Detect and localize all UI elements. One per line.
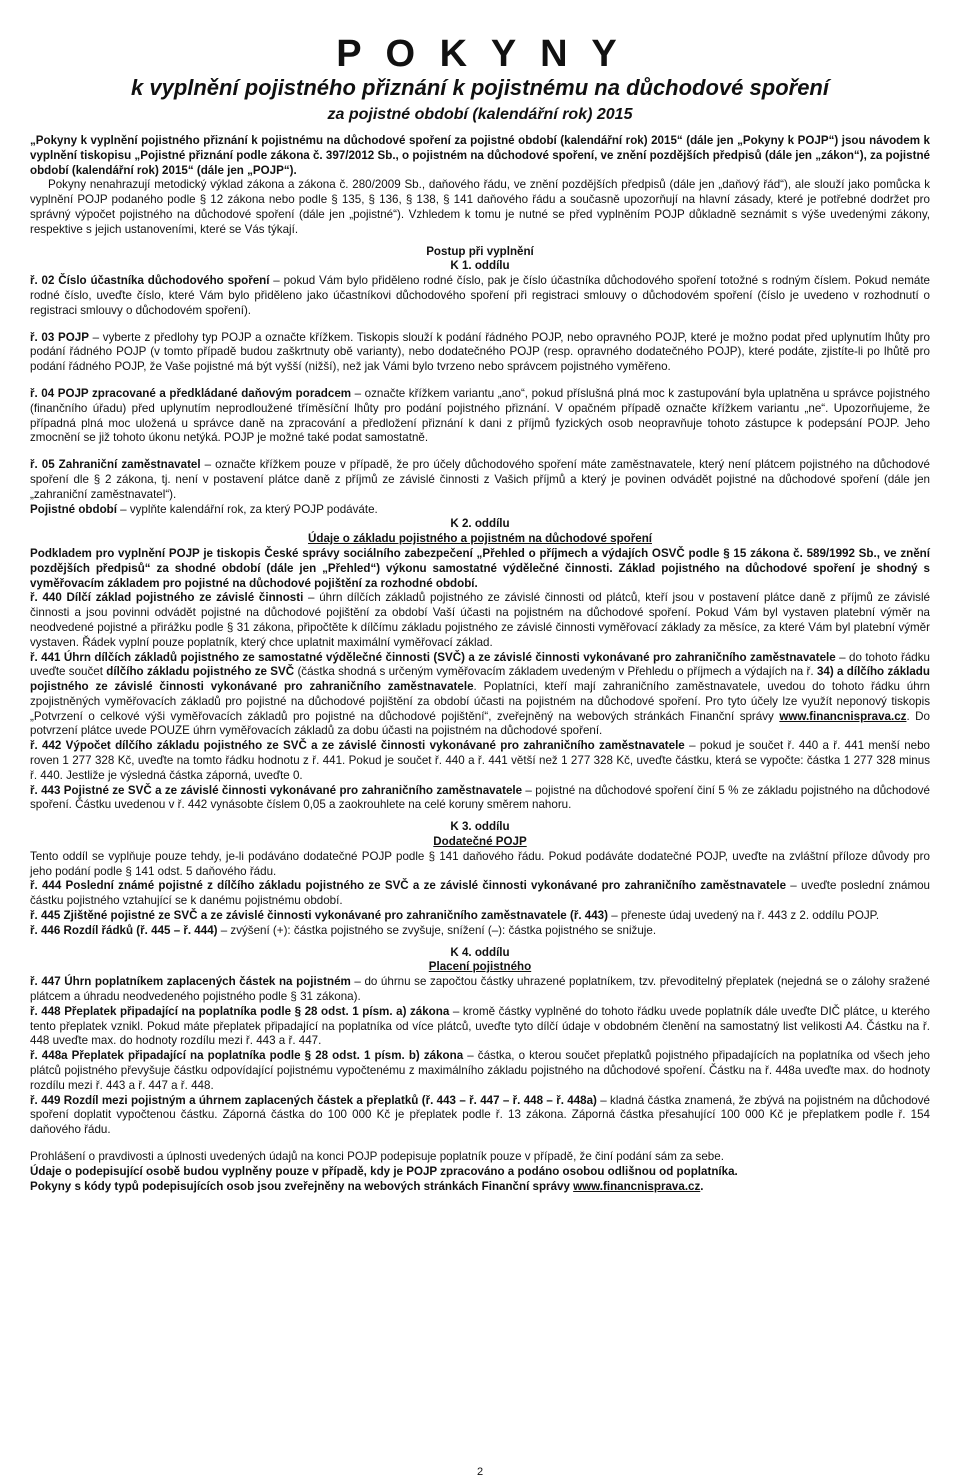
- document-page: [30, 0, 930, 1194]
- row-03: [30, 331, 930, 375]
- row-05-label: ř. 05 Zahraniční zaměstnavatel: [30, 458, 201, 472]
- row-02: [30, 274, 930, 318]
- row-442: [30, 739, 930, 783]
- section3-sub: K 3. oddílu: [450, 820, 510, 834]
- row-02-label: ř. 02 Číslo účastníka důchodového spoření: [30, 274, 270, 288]
- row-441-text: . Poplatníci, kteří mají zahraničního zaměstnavatele, uvedou do tohoto řádku úhrn zpojistněných vyměřovacích základů pro pojistné na důchodové pojištění za období účasti na pojistném na důchodové spoření. Pro tyto účely lze využít neponový tiskopis „Potvrzení o celkové výši vyměřovacích základů pro pojistné na důchodové pojištění“, zveřejněný na webových stránkách Finanční správy: [30, 680, 931, 723]
- row-441-bold: 34) a dílčího základu pojistného ze závislé činnosti vykonávané pro zahraničního zaměstnavatele: [30, 665, 930, 694]
- row-443-text: – pojistné na důchodové spoření činí 5 % ze základu pojistného na důchodové spoření. Částku uvedenou v ř. 442 vynásobte číslem 0,05 a zaokrouhlete na celé koruny směrem nahoru.: [30, 783, 930, 812]
- section4-sub: K 4. oddílu: [450, 945, 510, 959]
- page-number: 2: [476, 1466, 484, 1478]
- row-448: [30, 1005, 930, 1049]
- row-444: [30, 879, 930, 909]
- row-447: [30, 975, 930, 1005]
- section4-heading: Placení pojistného: [428, 960, 532, 974]
- row-440-text: – úhrn dílčích základů pojistného ze závislé činnosti od plátců, kteří jsou v postavení plátce daně z příjmů ze závislé činnosti a jsou povinni odvádět pojistné na důchodové pojištění za období Vaší účasti na pojistném na důchodové spoření. Pokud Vám byl vystaven platební výměr na neodvedené pojistné a přirážku podle § 31 zákona, připočtěte k dílčímu základu pojistného ze závislé činnosti vyměřovací základy za měsíce, za které Vám byl platební výměr vystaven. Řádek vyplní pouze poplatník, který chce uplatnit maximální vyměřovací základ.: [30, 591, 930, 649]
- row-445: [30, 909, 930, 924]
- row-obdobi-text: – vyplňte kalendářní rok, za který POJP podáváte.: [116, 502, 378, 516]
- row-05-text: – označte křížkem pouze v případě, že pro účely důchodového spoření máte zaměstnavatele, který není plátcem pojistného na důchodové spoření dle § 2 zákona, tj. není v postavení plátce daně z příjmů ze závislé činnosti z Vašich příjmů a který je povinen odvádět pojistné na důchodové spoření (dále jen „zahraniční zaměstnavatel“).: [30, 458, 930, 501]
- row-448a-label: ř. 448a Přeplatek připadající na poplatníka podle § 28 odst. 1 písm. b) zákona: [30, 1049, 464, 1063]
- row-441-bold: dílčího základu pojistného ze SVČ: [106, 665, 295, 679]
- row-441-text: (částka shodná s určeným vyměřovacím základem uvedeným v Přehledu o příjmech a výdajích na ř.: [294, 665, 817, 679]
- row-445-label: ř. 445 Zjištěné pojistné ze SVČ a ze závislé činnosti vykonávané pro zahraničního zaměstnavatele (ř. 443): [30, 909, 608, 923]
- section2-heading: Údaje o základu pojistného a pojistném na důchodové spoření: [308, 532, 652, 546]
- page-period: za pojistné období (kalendářní rok) 2015: [327, 106, 633, 123]
- row-448a: [30, 1049, 930, 1093]
- row-446-text: – zvýšení (+): částka pojistného se zvyšuje, snížení (–): částka pojistného se snižuje.: [217, 923, 657, 937]
- row-03-text: – vyberte z předlohy typ POJP a označte křížkem. Tiskopis slouží k podání řádného POJP, nebo opravného POJP, které je možno podat před uplynutím lhůty pro podání řádného POJP (v tomto případě budou zaškrtnuty obě varianty), nebo dodatečného POJP (resp. opravného dodatečného POJP), které podáte, zjistíte-li po lhůtě pro podání řádného POJP, že Vaše pojistné má být vyšší (nižší), než jak Vámi bylo tvrzeno nebo správcem pojistného vyměřeno.: [30, 330, 930, 374]
- row-04-label: ř. 04 POJP zpracované a předkládané daňovým poradcem: [30, 386, 352, 400]
- row-441: [30, 651, 930, 740]
- row-04-text: – označte křížkem variantu „ano“, pokud příslušná plná moc k zastupování byla uplatněna u správce pojistného (finančního úřadu) před uplynutím neprodloužené tříměsíční lhůty pro podání pojistného přiznání. V opačném případě označte křížkem variantu „ne“. Upozorňujeme, že případná plná moc uložená u správce daně na zpracování a předložení přiznání k dani z příjmů fyzických osob neopravňuje tohoto zástupce k podepsání POJP. Jeho zmocnění se již tohoto úkonu netýká. POJP je možné také podat samostatně.: [30, 386, 931, 445]
- row-obdobi: [30, 503, 930, 518]
- footer-codes-end: .: [700, 1179, 704, 1193]
- section1-heading: Postup při vyplnění: [426, 244, 534, 258]
- row-440: [30, 591, 930, 650]
- intro-paragraph: „Pokyny k vyplnění pojistného přiznání k pojistnému na důchodové spoření za pojistné období (kalendářní rok) 2015“ (dále jen „Pokyny k POJP“) jsou návodem k vyplnění tiskopisu „Pojistné přiznání podle zákona č. 397/2012 Sb., o pojistném na důchodové spoření, ve znění pozdějších předpisů (dále jen „zákon“), za pojistné období (kalendářní rok) 2015“ (dále jen „POJP“).: [30, 134, 930, 177]
- footer-codes-note: [30, 1180, 930, 1195]
- row-448a-text: – částka, o kterou součet přeplatků pojistného připadajících na poplatníka od všech jeho plátců pojistného převyšuje částku odpovídající pojistnému vypočtenému z maximálního základu pojistného na důchodové spoření. Částku na ř. 448a uveďte max. do hodnoty rozdílu mezi ř. 443 a ř. 447 a ř. 448.: [30, 1049, 930, 1092]
- website-link[interactable]: www.financnisprava.cz: [779, 709, 907, 723]
- section2-lead: Podkladem pro vyplnění POJP je tiskopis České správy sociálního zabezpečení „Přehled o příjmech a výdajích OSVČ podle § 15 zákona č. 589/1992 Sb., ve znění pozdějších předpisů“ za shodné období (dále jen „Přehled“) výkonu samostatné výdělečné činnosti. Základ pojistného na důchodové spoření je shodný s vyměřovacím základem pro pojistné na důchodové pojištění za rozhodné období.: [30, 546, 930, 590]
- row-443-label: ř. 443 Pojistné ze SVČ a ze závislé činnosti vykonávané pro zahraničního zaměstnavatele: [30, 783, 523, 797]
- footer-website-link[interactable]: www.financnisprava.cz: [573, 1179, 701, 1193]
- section3-lead: Tento oddíl se vyplňuje pouze tehdy, je-li podáváno dodatečné POJP podle § 141 daňového řádu. Pokud podáváte dodatečné POJP, uveďte na zvláštní příloze důvody pro jeho podání podle § 141 odst. 5 daňového řádu.: [30, 849, 930, 878]
- footer-codes-text: Pokyny s kódy typů podepisujících osob jsou zveřejněny na webových stránkách Finanční správy: [30, 1179, 574, 1193]
- row-447-label: ř. 447 Úhrn poplatníkem zaplacených částek na pojistném: [30, 975, 351, 989]
- row-447-text: – do úhrnu se započtou částky uhrazené poplatníkem, tzv. převoditelný přeplatek (nejedná se o zálohy sražené plátcem a úhradu neodvedeného pojistného podle § 31 zákona).: [30, 975, 930, 1004]
- row-449: [30, 1094, 930, 1138]
- row-449-text: – kladná částka znamená, že zbývá na pojistném na důchodové spoření doplatit vypočtenou částku. Záporná částka do 100 000 Kč je přeplatek podle ř. 13 zákona. Záporná částka přesahující 100 000 Kč je přeplatkem podle ř. 154 daňového řádu.: [30, 1093, 930, 1137]
- row-448-label: ř. 448 Přeplatek připadající na poplatníka podle § 28 odst. 1 písm. a) zákona: [30, 1004, 450, 1018]
- row-obdobi-label: Pojistné období: [30, 502, 117, 516]
- row-442-label: ř. 442 Výpočet dílčího základu pojistného ze SVČ a ze závislé činnosti vykonávané pro zahraničního zaměstnavatele: [30, 739, 685, 753]
- row-04: [30, 387, 930, 446]
- row-441-text: . Do potvrzení plátce uvede POUZE úhrn vyměřovacích základů za dobu účasti na pojistném na důchodové spoření.: [30, 709, 930, 738]
- row-441-text: – do tohoto řádku uveďte součet: [30, 650, 930, 679]
- row-03-label: ř. 03 POJP: [30, 330, 89, 344]
- row-444-label: ř. 444 Poslední známé pojistné z dílčího základu pojistného ze SVČ a ze závislé činnosti vykonávané pro zahraničního zaměstnavatele: [30, 879, 787, 893]
- row-02-text: – pokud Vám bylo přiděleno rodné číslo, pak je číslo účastníka důchodového spoření totožné s rodným číslem. Pokud nemáte rodné číslo, uveďte číslo, které Vám bylo přiděleno jako účastníkovi důchodového spoření při registraci smlouvy o důchodovém spoření (číslo je uvedeno v rozhodnutí o registraci smlouvy o důchodovém spoření).: [30, 274, 930, 317]
- page-title: P O K Y N Y: [336, 33, 624, 75]
- footer-declaration: Prohlášení o pravdivosti a úplnosti uvedených údajů na konci POJP podepisuje poplatník pouze v případě, že činí podání sám za sebe.: [30, 1150, 724, 1163]
- row-445-text: – přeneste údaj uvedený na ř. 443 z 2. oddílu POJP.: [607, 909, 880, 923]
- row-446: [30, 924, 930, 939]
- page-subtitle: k vyplnění pojistného přiznání k pojistnému na důchodové spoření: [131, 75, 829, 100]
- section3-heading: Dodatečné POJP: [433, 835, 527, 849]
- row-441-label: ř. 441 Úhrn dílčích základů pojistného ze samostatné výdělečné činnosti (SVČ) a ze závislé činnosti vykonávané pro zahraničního zaměstnavatele: [30, 650, 836, 664]
- section1-sub: K 1. oddílu: [450, 259, 510, 273]
- row-443: [30, 784, 930, 814]
- document-body: [30, 134, 930, 1194]
- row-446-label: ř. 446 Rozdíl řádků (ř. 445 – ř. 444): [30, 923, 218, 937]
- row-444-text: – uveďte poslední známou částku pojistného vztahující se k danému pojistnému období.: [30, 879, 931, 908]
- intro-note: Pokyny nenahrazují metodický výklad zákona a zákona č. 280/2009 Sb., daňového řádu, ve znění pozdějších předpisů (dále jen „daňový řád“), ale slouží jako pomůcka k vyplnění POJP podaného podle § 12 zákona nebo podle § 135, § 136, § 138, § 141 daňového řádu a současně upozorňují na hlavní zásady, které je potřebné dodržet pro správný výpočet pojistného na důchodové spoření (dále jen „pojistné“). Vzhledem k tomu je nutné se před vyplněním POJP důkladně seznámit s výše uvedenými zákony, respektive s jejich ustanoveními, které se Vás týkají.: [30, 178, 930, 236]
- footer-signatory-note: Údaje o podepisující osobě budou vyplněny pouze v případě, kdy je POJP zpracováno a podáno osobou odlišnou od poplatníka.: [30, 1164, 738, 1178]
- row-440-label: ř. 440 Dílčí základ pojistného ze závislé činnosti: [30, 591, 304, 605]
- section2-sub: K 2. oddílu: [450, 517, 510, 531]
- row-442-text: – pokud je součet ř. 440 a ř. 441 menší nebo roven 1 277 328 Kč, uveďte na tomto řádku hodnotu z ř. 441. Pokud je součet ř. 440 a ř. 441 větší než 1 277 328 Kč, uveďte částku, která se vypočte: částka 1 277 328 minus ř. 440. Jestliže je výsledná částka záporná, uveďte 0.: [30, 739, 930, 782]
- row-05: [30, 458, 930, 502]
- row-449-label: ř. 449 Rozdíl mezi pojistným a úhrnem zaplacených částek a přeplatků (ř. 443 – ř. 447 – ř. 448 – ř. 448a): [30, 1093, 597, 1107]
- row-448-text: – kromě částky vyplněné do tohoto řádku uvede poplatník dále uveďte DIČ plátce, u kterého tento přeplatek vznikl. Pokud máte přeplatek připadající na poplatníka od více plátců, uveďte tyto dílčí údaje v obdobném členění na samostatný list velikosti A4. Částku na ř. 448 uveďte max. do hodnoty rozdílu mezi ř. 443 a ř. 447.: [30, 1004, 930, 1048]
